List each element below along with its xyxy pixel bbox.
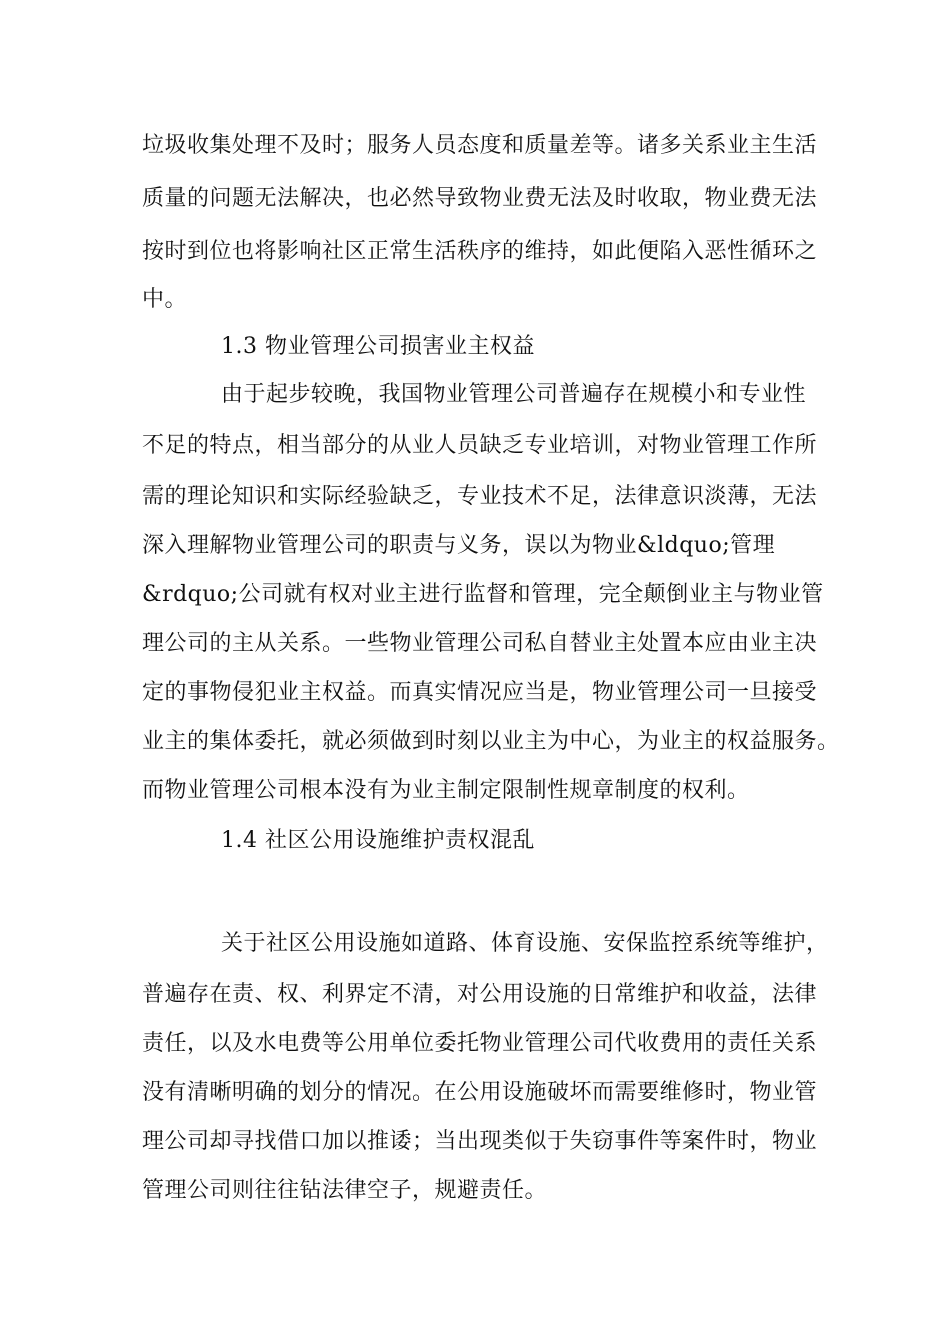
paragraph-2-line-4: 深入理解物业管理公司的职责与义务，误以为物业&ldquo;管理 xyxy=(142,533,776,558)
paragraph-2-line-9: 而物业管理公司根本没有为业主制定限制性规章制度的权利。 xyxy=(142,778,750,803)
paragraph-1-line-1: 垃圾收集处理不及时；服务人员态度和质量差等。诸多关系业主生活 xyxy=(142,133,818,158)
section-heading-1-4: 1.4 社区公用设施维护责权混乱 xyxy=(221,828,535,853)
paragraph-2-line-1: 由于起步较晚，我国物业管理公司普遍存在规模小和专业性 xyxy=(221,382,807,407)
paragraph-1-line-3: 按时到位也将影响社区正常生活秩序的维持，如此便陷入恶性循环之 xyxy=(142,239,818,264)
paragraph-3-line-4: 没有清晰明确的划分的情况。在公用设施破坏而需要维修时，物业管 xyxy=(142,1080,818,1105)
paragraph-1-line-2: 质量的问题无法解决，也必然导致物业费无法及时收取，物业费无法 xyxy=(142,186,818,211)
paragraph-3-line-2: 普遍存在责、权、利界定不清，对公用设施的日常维护和收益，法律 xyxy=(142,982,818,1007)
paragraph-3-line-3: 责任，以及水电费等公用单位委托物业管理公司代收费用的责任关系 xyxy=(142,1031,818,1056)
paragraph-3-line-5: 理公司却寻找借口加以推诿；当出现类似于失窃事件等案件时，物业 xyxy=(142,1129,818,1154)
paragraph-1-line-4: 中。 xyxy=(142,287,188,312)
paragraph-2-line-7: 定的事物侵犯业主权益。而真实情况应当是，物业管理公司一旦接受 xyxy=(142,680,818,705)
paragraph-2-line-3: 需的理论知识和实际经验缺乏，专业技术不足，法律意识淡薄，无法 xyxy=(142,484,818,509)
paragraph-2-line-6: 理公司的主从关系。一些物业管理公司私自替业主处置本应由业主决 xyxy=(142,631,818,656)
paragraph-2-line-2: 不足的特点，相当部分的从业人员缺乏专业培训，对物业管理工作所 xyxy=(142,433,818,458)
section-heading-1-3: 1.3 物业管理公司损害业主权益 xyxy=(221,334,535,359)
paragraph-3-line-6: 管理公司则往往钻法律空子，规避责任。 xyxy=(142,1178,548,1203)
paragraph-2-line-5: &rdquo;公司就有权对业主进行监督和管理，完全颠倒业主与物业管 xyxy=(142,582,824,607)
paragraph-3-line-1: 关于社区公用设施如道路、体育设施、安保监控系统等维护， xyxy=(221,931,829,956)
paragraph-2-line-8: 业主的集体委托，就必须做到时刻以业主为中心，为业主的权益服务。 xyxy=(142,729,840,754)
